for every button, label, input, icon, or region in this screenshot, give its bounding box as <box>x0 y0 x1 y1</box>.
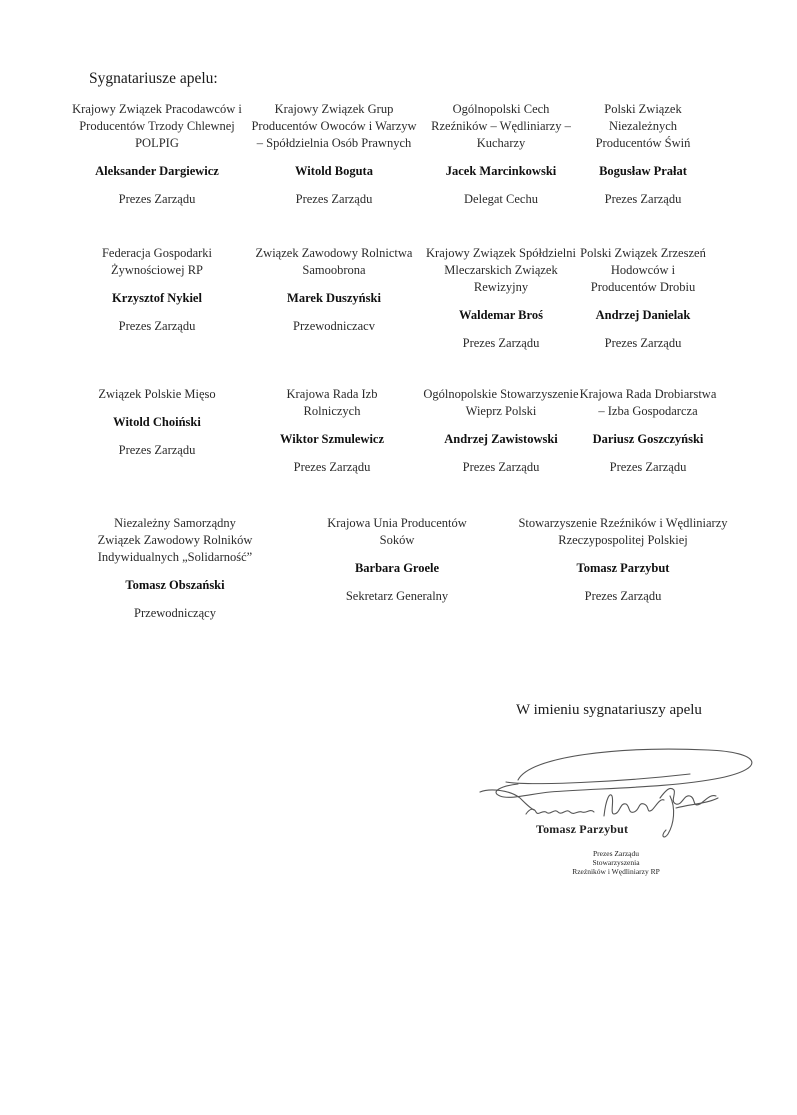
signatory-organization: Ogólnopolskie Stowarzyszenie Wieprz Polski <box>423 387 579 418</box>
signatory-role: Prezes Zarządu <box>462 460 540 474</box>
signatory-block <box>72 101 242 208</box>
signatory-role: Prezes Zarządu <box>609 460 687 474</box>
page-heading: Sygnatariusze apelu: <box>89 70 218 87</box>
signatory-organization: Krajowa Rada Drobiarstwa – Izba Gospodarcza <box>579 387 717 418</box>
signatory-organization: Federacja Gospodarki Żywnościowej RP <box>101 246 213 277</box>
signatory-name: Barbara Groele <box>354 561 440 575</box>
signatory-organization: Krajowa Rada Izb Rolniczych <box>286 387 378 418</box>
signatory-role: Delegat Cechu <box>464 192 538 206</box>
stamp-line: Stowarzyszenia <box>592 858 640 867</box>
signatory-block <box>426 245 576 352</box>
signatory-role: Sekretarz Generalny <box>345 589 449 603</box>
signatory-organization: Ogólnopolski Cech Rzeźników – Wędliniarzy – Kucharzy <box>431 102 571 150</box>
signatory-block <box>578 245 708 352</box>
stamp-line: Rzeźników i Wędliniarzy RP <box>572 867 660 876</box>
signatory-organization: Związek Zawodowy Rolnictwa Samoobrona <box>255 246 413 277</box>
signatory-organization: Polski Związek Zrzeszeń Hodowców i Producentów Drobiu <box>580 246 706 294</box>
signatory-name: Tomasz Obszański <box>125 578 225 592</box>
signatory-name: Andrzej Danielak <box>595 308 691 322</box>
signatory-organization: Krajowa Unia Producentów Soków <box>327 516 467 547</box>
signatory-block <box>416 386 586 476</box>
signatory-organization: Krajowy Związek Spółdzielni Mleczarskich Związek Rewizyjny <box>426 246 576 294</box>
signatory-role: Prezes Zarządu <box>462 336 540 350</box>
signatory-block <box>250 101 418 208</box>
signatory-block <box>312 515 482 605</box>
signatory-block <box>95 515 255 622</box>
signatory-block <box>518 515 728 605</box>
signatory-role: Prezes Zarządu <box>584 589 662 603</box>
signatory-organization: Stowarzyszenie Rzeźników i Wędliniarzy Rzeczypospolitej Polskiej <box>518 516 728 547</box>
signatory-name: Witold Choiński <box>113 415 201 429</box>
signatory-name: Jacek Marcinkowski <box>445 164 557 178</box>
signatory-role: Prezes Zarządu <box>118 192 196 206</box>
signatory-name: Marek Duszyński <box>287 291 381 305</box>
signatory-name: Tomasz Parzybut <box>576 561 670 575</box>
signatory-name: Bogusław Prałat <box>599 164 687 178</box>
signatory-block <box>578 386 718 476</box>
signatory-role: Prezes Zarządu <box>604 192 682 206</box>
signatory-block <box>262 386 402 476</box>
signatory-organization: Krajowy Związek Grup Producentów Owoców i Warzyw – Spółdzielnia Osób Prawnych <box>251 102 417 150</box>
signatory-organization: Polski Związek Niezależnych Producentów Świń <box>595 102 691 150</box>
signatory-role: Prezes Zarządu <box>295 192 373 206</box>
signatory-name: Witold Boguta <box>295 164 373 178</box>
signatory-organization: Niezależny Samorządny Związek Zawodowy Rolników Indywidualnych „Solidarność” <box>97 516 253 564</box>
signatory-name: Waldemar Broś <box>459 308 543 322</box>
signatory-role: Przewodniczący <box>134 606 216 620</box>
signatory-role: Przewodniczacv <box>293 319 375 333</box>
signatory-role: Prezes Zarządu <box>118 319 196 333</box>
signatory-block <box>82 245 232 335</box>
signatory-name: Aleksander Dargiewicz <box>95 164 219 178</box>
signature-stamp <box>536 822 696 876</box>
signatory-organization: Krajowy Związek Pracodawców i Producentów Trzody Chlewnej POLPIG <box>72 102 242 150</box>
signatory-block <box>588 101 698 208</box>
signatory-organization: Związek Polskie Mięso <box>98 387 216 401</box>
on-behalf-text: W imieniu sygnatariuszy apelu <box>516 702 702 718</box>
signatory-role: Prezes Zarządu <box>604 336 682 350</box>
signatory-block <box>426 101 576 208</box>
signatory-role: Prezes Zarządu <box>293 460 371 474</box>
signatory-name: Dariusz Goszczyński <box>592 432 704 446</box>
stamp-name: Tomasz Parzybut <box>536 822 629 836</box>
signatory-block <box>255 245 413 335</box>
stamp-line: Prezes Zarządu <box>592 849 639 858</box>
signatory-name: Krzysztof Nykiel <box>112 291 202 305</box>
signatory-role: Prezes Zarządu <box>118 443 196 457</box>
signatory-name: Andrzej Zawistowski <box>444 432 558 446</box>
signatory-block <box>82 386 232 459</box>
signatory-name: Wiktor Szmulewicz <box>279 432 385 446</box>
